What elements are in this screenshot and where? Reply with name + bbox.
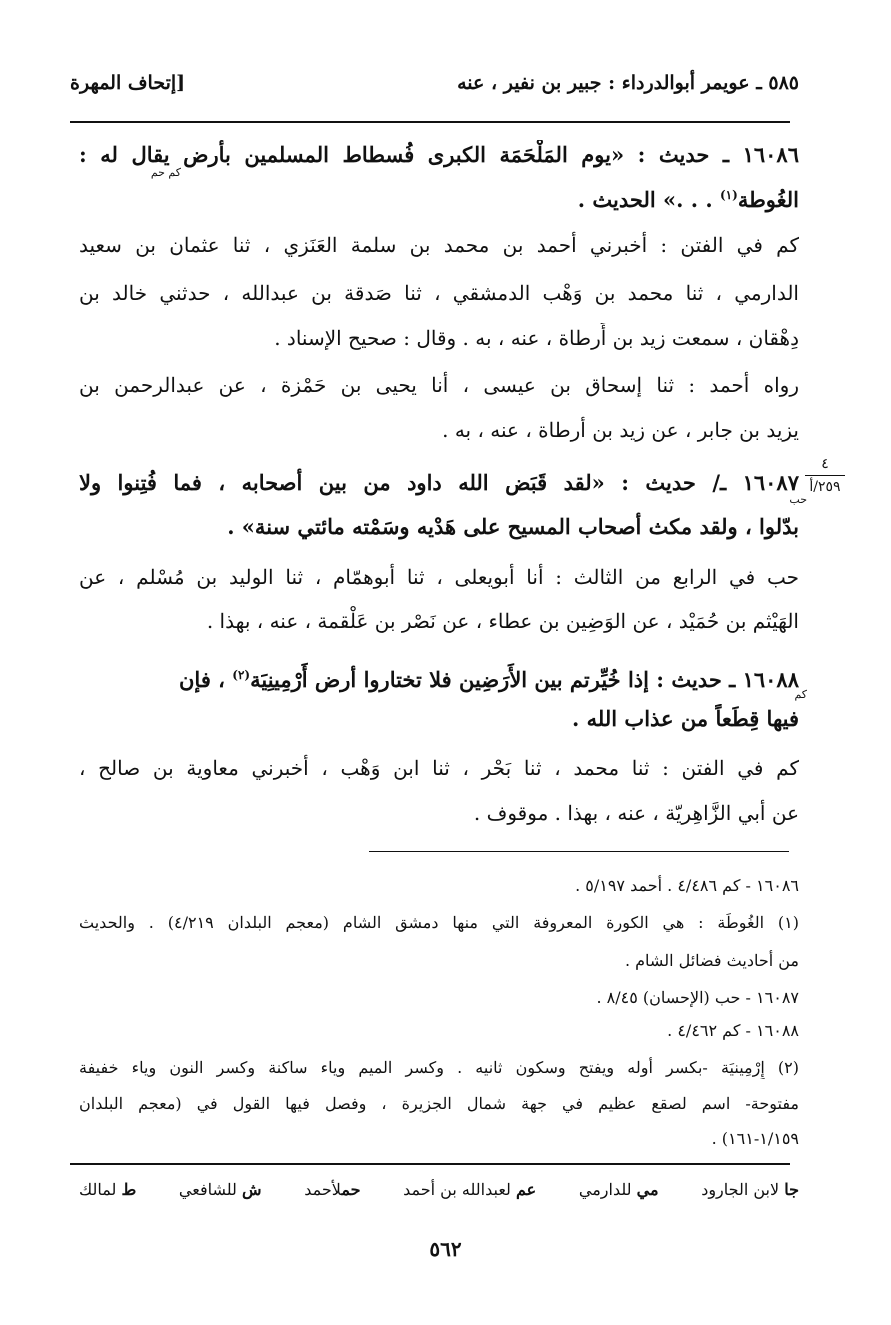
footnote-ref-2: (٢) [232,668,251,682]
footnote-2-line-2: مفتوحة- اسم لصقع عظيم في جهة شمال الجزيرة ، وفصل فيها القول في (معجم البلدان [79,1094,799,1113]
margin-folio: ٢٥٩/أ [809,479,841,495]
footnote-1-line-1: (١) الغُوطَة : هي الكورة المعروفة التي منها دمشق الشام (معجم البلدان ٤/٢١٩) . والحديث [79,913,799,932]
margin-volume: ٤ [821,456,829,472]
chain-16086-line-2: الدارمي ، ثنا محمد بن وَهْب الدمشقي ، ثنا صَدقة بن عبدالله ، حدثني خالد بن [79,281,799,305]
hadith-16088-text: ١٦٠٨٨ ـ حديث : إذا خُيِّرتم بين الأَرَضِين فلا تختاروا أرض أَرْمِينِيَة [250,667,799,692]
running-header-right: ٥٨٥ ـ عويمر أبوالدرداء : جبير بن نفير ، عنه [457,72,799,94]
hadith-16086-word: الغُوطة [737,187,799,212]
hadith-16087-line-1: ١٦٠٨٧ ـ/ حديث : «لقد قَبَض الله داود من بين أصحابه ، فما فُتِنوا ولا [79,470,799,495]
abbr-darimi: مي للدارمي [578,1180,659,1199]
hadith-16086-line-1: ١٦٠٨٦ ـ حديث : «يوم المَلْحَمَة الكبرى فُسطاط المسلمين بأرض يقال له : [79,142,799,167]
hadith-16088-tail: ، فإن [179,667,225,692]
abbreviation-key [79,1180,799,1199]
hadith-16086-sigla: كم حم [150,166,181,179]
abbr-jarud: جا لابن الجارود [701,1180,799,1199]
abbr-malik: ط لمالك [79,1180,137,1199]
chain-16087-line-2: الهَيْثم بن حُمَيْد ، عن الوَضِين بن عطاء ، عن نَصْر بن عَلْقمة ، عنه ، بهذا . [206,609,799,633]
abbr-abdullah: عم لعبدالله بن أحمد [403,1180,537,1199]
header-rule [70,121,790,123]
chain-16086-line-1: كم في الفتن : أخبرني أحمد بن محمد بن سلمة العَنَزي ، ثنا عثمان بن سعيد [79,233,799,257]
ahmad-16086-line-2: يزيد بن جابر ، عن زيد بن أرطاة ، عنه ، به . [442,418,799,442]
hadith-16088-sigla: كم [794,688,807,701]
margin-divider [805,475,845,476]
footnote-ref-16088: ١٦٠٨٨ - كم ٤/٤٦٢ . [667,1021,799,1040]
chain-16087-line-1: حب في الرابع من الثالث : أنا أبويعلى ، ثنا أبوهمّام ، ثنا الوليد بن مُسْلم ، عن [79,565,799,589]
footnote-ref-16087: ١٦٠٨٧ - حب (الإحسان) ٨/٤٥ . [596,988,799,1007]
chain-16088-line-1: كم في الفتن : ثنا محمد ، ثنا بَحْر ، ثنا ابن وَهْب ، أخبرني معاوية بن صالح ، [79,756,799,780]
hadith-16088-line-1 [79,660,799,694]
footnote-2-line-1: (٢) إِرْمِينيَة -بكسر أوله ويفتح وسكون ثانيه . وكسر الميم وياء ساكنة وكسر النون وياء خفيفة [79,1058,799,1077]
abbr-ahmad: حملأحمد [304,1180,361,1199]
hadith-16086-line-2 [79,180,799,214]
abbreviations-rule [70,1163,790,1165]
chain-16086-line-3: دِهْقان ، سمعت زيد بن أَرطاة ، عنه ، به . وقال : صحيح الإسناد . [274,326,799,350]
footnote-ref-16086: ١٦٠٨٦ - كم ٤/٤٨٦ . أحمد ٥/١٩٧ . [575,876,799,895]
footnote-ref-1: (١) [719,188,738,202]
chain-16088-line-2: عن أبي الزَّاهِريّة ، عنه ، بهذا . موقوف . [473,801,799,825]
abbr-shafii: ش للشافعي [178,1180,262,1199]
hadith-16087-line-2: بدّلوا ، ولقد مكث أصحاب المسيح على هَدْيه وسَمْته مائتي سنة» . [227,514,799,539]
hadith-16088-line-2: فيها قِطَعاً من عذاب الله . [572,706,799,731]
hadith-16087-sigla: حب [789,493,807,506]
margin-folio-note [795,455,855,496]
footnote-rule [369,851,789,852]
hadith-16086-tail: . . .» الحديث . [577,187,713,212]
page-number: ٥٦٢ [429,1237,462,1261]
running-header-left: [إتحاف المهرة [70,72,186,94]
ahmad-16086-line-1: رواه أحمد : ثنا إسحاق بن عيسى ، أنا يحيى بن حَمْزة ، عن عبدالرحمن بن [79,373,799,397]
footnote-2-line-3: ١/١٥٩-١٦١) . [711,1129,799,1148]
footnote-1-line-2: من أحاديث فضائل الشام . [624,951,799,970]
